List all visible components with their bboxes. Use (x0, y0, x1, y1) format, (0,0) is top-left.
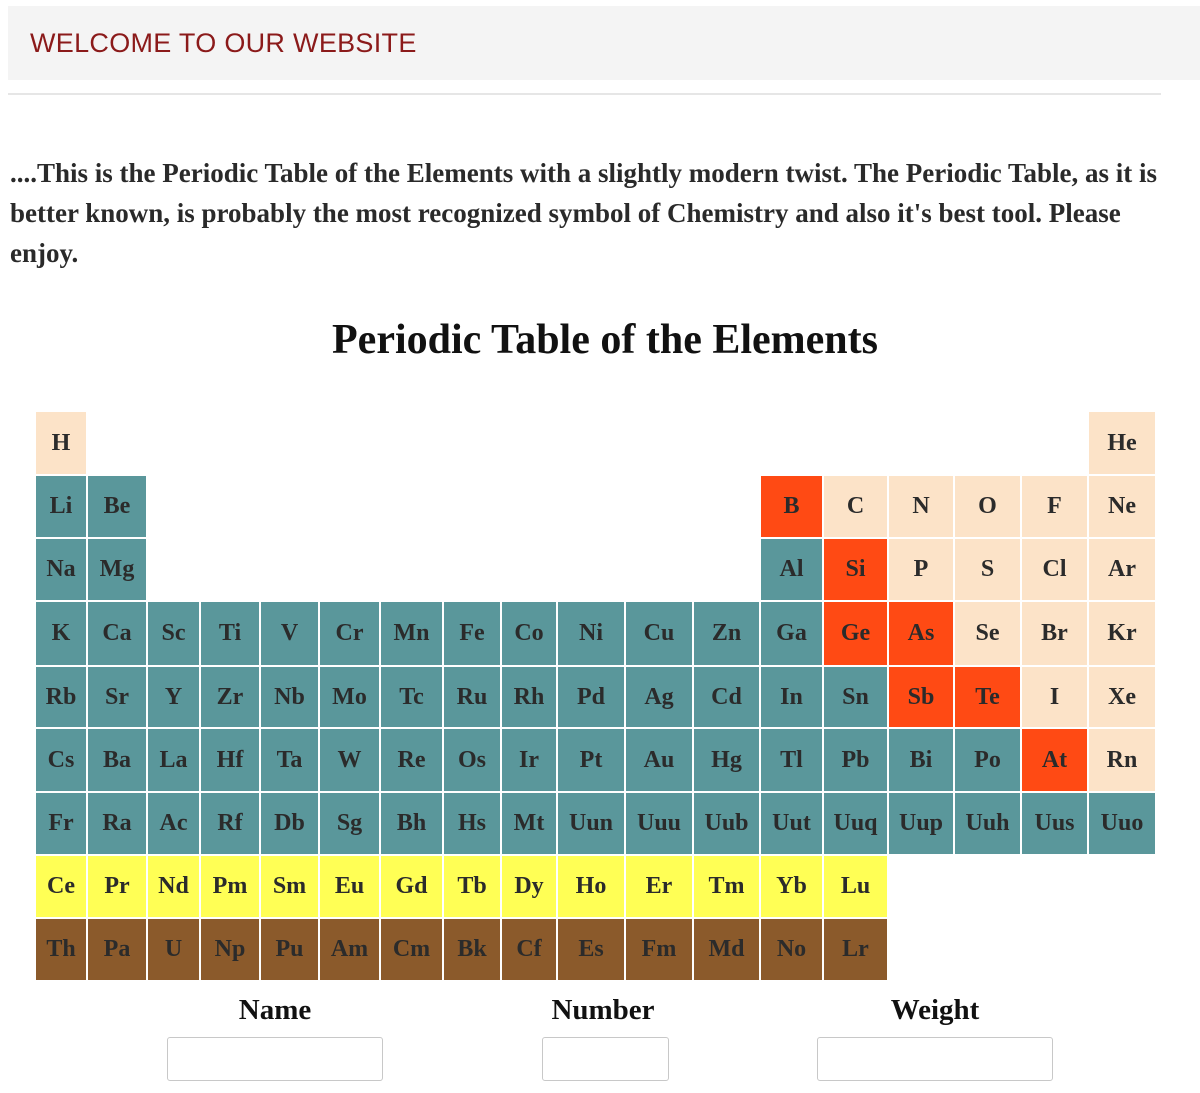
element-ar[interactable]: Ar (1089, 539, 1155, 600)
name-label: Name (238, 994, 312, 1026)
element-ir[interactable]: Ir (502, 729, 556, 791)
weight-label: Weight (890, 994, 980, 1026)
element-uub[interactable]: Uub (694, 793, 759, 854)
element-mo[interactable]: Mo (320, 667, 379, 727)
number-input[interactable] (542, 1037, 669, 1081)
element-at[interactable]: At (1022, 729, 1087, 791)
element-ne[interactable]: Ne (1089, 476, 1155, 537)
element-mn[interactable]: Mn (381, 602, 442, 665)
element-ga[interactable]: Ga (761, 602, 822, 665)
element-cu[interactable]: Cu (626, 602, 692, 665)
element-mg[interactable]: Mg (88, 539, 146, 600)
element-ta[interactable]: Ta (261, 729, 318, 791)
element-hs[interactable]: Hs (444, 793, 500, 854)
element-rb[interactable]: Rb (36, 667, 86, 727)
element-pu[interactable]: Pu (261, 919, 318, 980)
element-cs[interactable]: Cs (36, 729, 86, 791)
element-te[interactable]: Te (955, 667, 1020, 727)
element-db[interactable]: Db (261, 793, 318, 854)
element-c[interactable]: C (824, 476, 887, 537)
element-he[interactable]: He (1089, 412, 1155, 474)
number-label: Number (551, 994, 655, 1026)
element-sb[interactable]: Sb (889, 667, 953, 727)
intro-paragraph: ....This is the Periodic Table of the Elements with a slightly modern twist. The Periodic Table, as it is better known, is probably the most recognized symbol of Chemistry and also it's best tool. Please enjoy. (10, 158, 1158, 268)
element-ru[interactable]: Ru (444, 667, 500, 727)
element-ba[interactable]: Ba (88, 729, 146, 791)
element-cr[interactable]: Cr (320, 602, 379, 665)
element-hg[interactable]: Hg (694, 729, 759, 791)
element-yb[interactable]: Yb (761, 856, 822, 917)
element-se[interactable]: Se (955, 602, 1020, 665)
element-w[interactable]: W (320, 729, 379, 791)
element-be[interactable]: Be (88, 476, 146, 537)
element-la[interactable]: La (148, 729, 199, 791)
element-i[interactable]: I (1022, 667, 1087, 727)
element-uus[interactable]: Uus (1022, 793, 1087, 854)
element-pd[interactable]: Pd (558, 667, 624, 727)
element-uun[interactable]: Uun (558, 793, 624, 854)
element-ge[interactable]: Ge (824, 602, 887, 665)
element-cm[interactable]: Cm (381, 919, 442, 980)
element-fr[interactable]: Fr (36, 793, 86, 854)
site-header (8, 6, 1200, 80)
element-ni[interactable]: Ni (558, 602, 624, 665)
element-kr[interactable]: Kr (1089, 602, 1155, 665)
element-b[interactable]: B (761, 476, 822, 537)
element-uuh[interactable]: Uuh (955, 793, 1020, 854)
element-th[interactable]: Th (36, 919, 86, 980)
element-si[interactable]: Si (824, 539, 887, 600)
element-eu[interactable]: Eu (320, 856, 379, 917)
element-sc[interactable]: Sc (148, 602, 199, 665)
element-n[interactable]: N (889, 476, 953, 537)
element-li[interactable]: Li (36, 476, 86, 537)
element-pt[interactable]: Pt (558, 729, 624, 791)
element-in[interactable]: In (761, 667, 822, 727)
element-p[interactable]: P (889, 539, 953, 600)
element-zn[interactable]: Zn (694, 602, 759, 665)
element-u[interactable]: U (148, 919, 199, 980)
element-pm[interactable]: Pm (201, 856, 259, 917)
element-co[interactable]: Co (502, 602, 556, 665)
element-ce[interactable]: Ce (36, 856, 86, 917)
element-am[interactable]: Am (320, 919, 379, 980)
field-labels (0, 994, 1200, 1034)
element-pa[interactable]: Pa (88, 919, 146, 980)
element-h[interactable]: H (36, 412, 86, 474)
element-dy[interactable]: Dy (502, 856, 556, 917)
element-rf[interactable]: Rf (201, 793, 259, 854)
element-uuu[interactable]: Uuu (626, 793, 692, 854)
element-as[interactable]: As (889, 602, 953, 665)
element-lu[interactable]: Lu (824, 856, 887, 917)
element-fe[interactable]: Fe (444, 602, 500, 665)
element-k[interactable]: K (36, 602, 86, 665)
element-na[interactable]: Na (36, 539, 86, 600)
element-rh[interactable]: Rh (502, 667, 556, 727)
element-hf[interactable]: Hf (201, 729, 259, 791)
element-tc[interactable]: Tc (381, 667, 442, 727)
element-ho[interactable]: Ho (558, 856, 624, 917)
element-au[interactable]: Au (626, 729, 692, 791)
element-lr[interactable]: Lr (824, 919, 887, 980)
element-ra[interactable]: Ra (88, 793, 146, 854)
element-uuq[interactable]: Uuq (824, 793, 887, 854)
element-ac[interactable]: Ac (148, 793, 199, 854)
element-rn[interactable]: Rn (1089, 729, 1155, 791)
element-zr[interactable]: Zr (201, 667, 259, 727)
element-nb[interactable]: Nb (261, 667, 318, 727)
element-bk[interactable]: Bk (444, 919, 500, 980)
element-cl[interactable]: Cl (1022, 539, 1087, 600)
element-np[interactable]: Np (201, 919, 259, 980)
element-uuo[interactable]: Uuo (1089, 793, 1155, 854)
weight-input[interactable] (817, 1037, 1053, 1081)
header-title: WELCOME TO OUR WEBSITE (30, 28, 417, 58)
element-s[interactable]: S (955, 539, 1020, 600)
element-v[interactable]: V (261, 602, 318, 665)
element-o[interactable]: O (955, 476, 1020, 537)
element-nd[interactable]: Nd (148, 856, 199, 917)
element-cf[interactable]: Cf (502, 919, 556, 980)
element-sg[interactable]: Sg (320, 793, 379, 854)
element-sr[interactable]: Sr (88, 667, 146, 727)
element-re[interactable]: Re (381, 729, 442, 791)
element-uut[interactable]: Uut (761, 793, 822, 854)
name-input[interactable] (167, 1037, 383, 1081)
element-no[interactable]: No (761, 919, 822, 980)
element-mt[interactable]: Mt (502, 793, 556, 854)
element-al[interactable]: Al (761, 539, 822, 600)
element-md[interactable]: Md (694, 919, 759, 980)
element-fm[interactable]: Fm (626, 919, 692, 980)
element-os[interactable]: Os (444, 729, 500, 791)
element-ag[interactable]: Ag (626, 667, 692, 727)
element-pb[interactable]: Pb (824, 729, 887, 791)
element-gd[interactable]: Gd (381, 856, 442, 917)
element-tm[interactable]: Tm (694, 856, 759, 917)
element-xe[interactable]: Xe (1089, 667, 1155, 727)
element-br[interactable]: Br (1022, 602, 1087, 665)
element-uup[interactable]: Uup (889, 793, 953, 854)
element-bi[interactable]: Bi (889, 729, 953, 791)
element-pr[interactable]: Pr (88, 856, 146, 917)
element-tl[interactable]: Tl (761, 729, 822, 791)
element-sn[interactable]: Sn (824, 667, 887, 727)
element-ti[interactable]: Ti (201, 602, 259, 665)
header-divider (8, 93, 1161, 95)
element-y[interactable]: Y (148, 667, 199, 727)
element-sm[interactable]: Sm (261, 856, 318, 917)
element-bh[interactable]: Bh (381, 793, 442, 854)
table-title: Periodic Table of the Elements (332, 317, 878, 363)
element-po[interactable]: Po (955, 729, 1020, 791)
element-es[interactable]: Es (558, 919, 624, 980)
element-ca[interactable]: Ca (88, 602, 146, 665)
element-f[interactable]: F (1022, 476, 1087, 537)
element-er[interactable]: Er (626, 856, 692, 917)
element-tb[interactable]: Tb (444, 856, 500, 917)
element-cd[interactable]: Cd (694, 667, 759, 727)
